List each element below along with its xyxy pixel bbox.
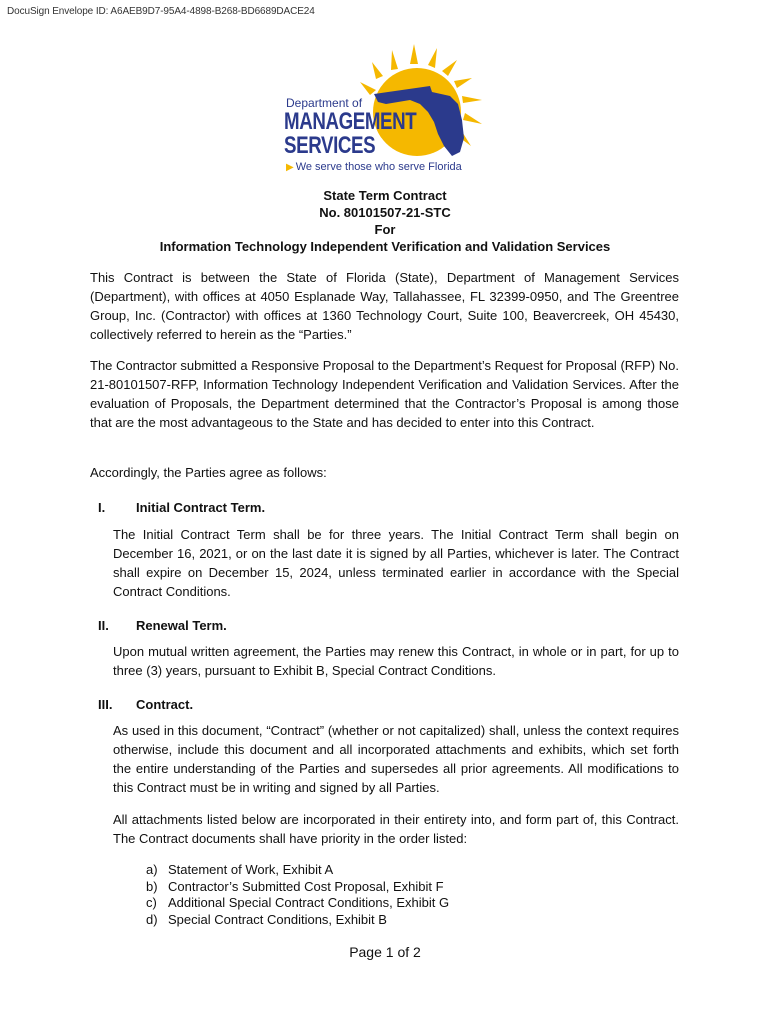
list-item: c) Additional Special Contract Conditions, Exhibit G [146, 895, 450, 910]
section-1-title: Initial Contract Term. [136, 500, 266, 515]
logo-tagline: ▶ We serve those who serve Florida [286, 161, 462, 173]
title-line-4: Information Technology Independent Verification and Validation Services [159, 239, 611, 254]
section-2-title: Renewal Term. [136, 618, 227, 633]
list-item: a) Statement of Work, Exhibit A [146, 862, 334, 877]
list-item: b) Contractor’s Submitted Cost Proposal, Exhibit F [146, 878, 444, 894]
intro-paragraph-2: The Contractor submitted a Responsive Proposal to the Department’s Request for Proposal (RFP) No. 21-80101507-RFP, Information Technology Independent Verification and Validation Services. After the evaluation of Proposals, the Department determined that the Contractor’s Proposal is among those that are the most advantageous to the State and has decided to enter into this Contract. [90, 358, 679, 430]
logo-management: MANAGEMENT [284, 108, 417, 135]
section-3-title: Contract. [136, 697, 194, 712]
logo-department-of: Department of [286, 96, 363, 110]
title-line-2: No. 80101507-21-STC [319, 205, 451, 220]
title-line-1: State Term Contract [323, 188, 447, 203]
section-3-body: As used in this document, “Contract” (whether or not capitalized) shall, unless the context requires otherwise, include this document and all incorporated attachments and exhibits, which set forth the entire understanding of the Parties and supersedes all prior agreements. All modifications to this Contract must be in writing and signed by all Parties. [113, 723, 679, 795]
logo-services: SERVICES [284, 132, 376, 159]
dms-logo [282, 42, 492, 178]
page-number: Page 1 of 2 [349, 944, 421, 960]
section-3-number: III. [98, 697, 113, 712]
attachments-list [146, 862, 449, 928]
section-1-body: The Initial Contract Term shall be for three years. The Initial Contract Term shall begin on December 16, 2021, or on the last date it is signed by all Parties, whichever is later. The Contract shall expire on December 15, 2024, unless terminated earlier in accordance with the Special Contract Conditions. [113, 527, 679, 599]
section-2-body: Upon mutual written agreement, the Parties may renew this Contract, in whole or in part, for up to three (3) years, pursuant to Exhibit B, Special Contract Conditions. [113, 644, 679, 678]
section-3-body-2: All attachments listed below are incorporated in their entirety into, and form part of, this Contract. The Contract documents shall have priority in the order listed: [113, 812, 679, 846]
docusign-envelope-id: DocuSign Envelope ID: A6AEB9D7-95A4-4898-B268-BD6689DACE24 [7, 6, 315, 17]
list-item: d) Special Contract Conditions, Exhibit B [146, 911, 387, 927]
section-2-number: II. [98, 618, 109, 633]
title-line-3: For [374, 222, 396, 237]
section-1-number: I. [98, 500, 106, 515]
intro-paragraph-3: Accordingly, the Parties agree as follows: [90, 465, 327, 480]
play-triangle-icon: ▶ [286, 162, 294, 173]
contract-title [0, 187, 770, 255]
intro-paragraph-1: This Contract is between the State of Florida (State), Department of Management Services (Department), with offices at 4050 Esplanade Way, Tallahassee, FL 32399-0950, and The Greentree Group, Inc. (Contractor) with offices at 1360 Technology Court, Suite 100, Beavercreek, OH 45430, collectively referred to herein as the “Parties.” [90, 270, 679, 342]
